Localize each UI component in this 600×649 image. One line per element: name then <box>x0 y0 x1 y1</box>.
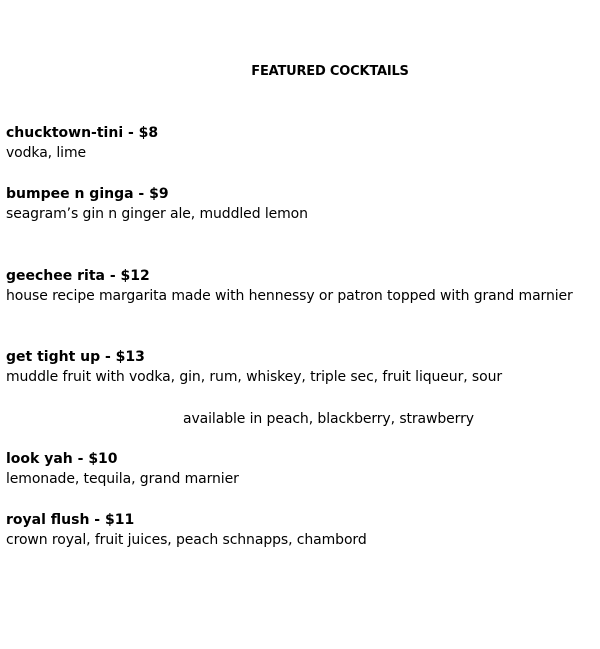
menu-item <box>6 184 596 224</box>
menu-item <box>6 449 596 489</box>
menu-item <box>6 266 596 306</box>
menu-item-description: muddle fruit with vodka, gin, rum, whiskey, triple sec, fruit liqueur, sour <box>6 369 503 385</box>
menu-item-name: look yah - $10 <box>6 451 118 467</box>
menu-item-description: house recipe margarita made with hennessy or patron topped with grand marnier <box>6 288 573 304</box>
menu-item-name: bumpee n ginga - $9 <box>6 186 169 202</box>
availability-note: available in peach, blackberry, strawberry <box>183 411 474 427</box>
menu-item-name: get tight up - $13 <box>6 349 145 365</box>
menu-title: FEATURED COCKTAILS <box>251 64 409 79</box>
menu-item <box>6 510 596 550</box>
menu-item-name: royal flush - $11 <box>6 512 135 528</box>
menu-item-description: crown royal, fruit juices, peach schnapps, chambord <box>6 532 367 548</box>
menu-item-name: geechee rita - $12 <box>6 268 150 284</box>
menu-item <box>6 347 596 387</box>
menu-item-description: lemonade, tequila, grand marnier <box>6 471 239 487</box>
menu-item-description: seagram’s gin n ginger ale, muddled lemon <box>6 206 308 222</box>
menu-item-name: chucktown-tini - $8 <box>6 125 159 141</box>
menu-item-description: vodka, lime <box>6 145 87 161</box>
menu-item <box>6 123 596 163</box>
